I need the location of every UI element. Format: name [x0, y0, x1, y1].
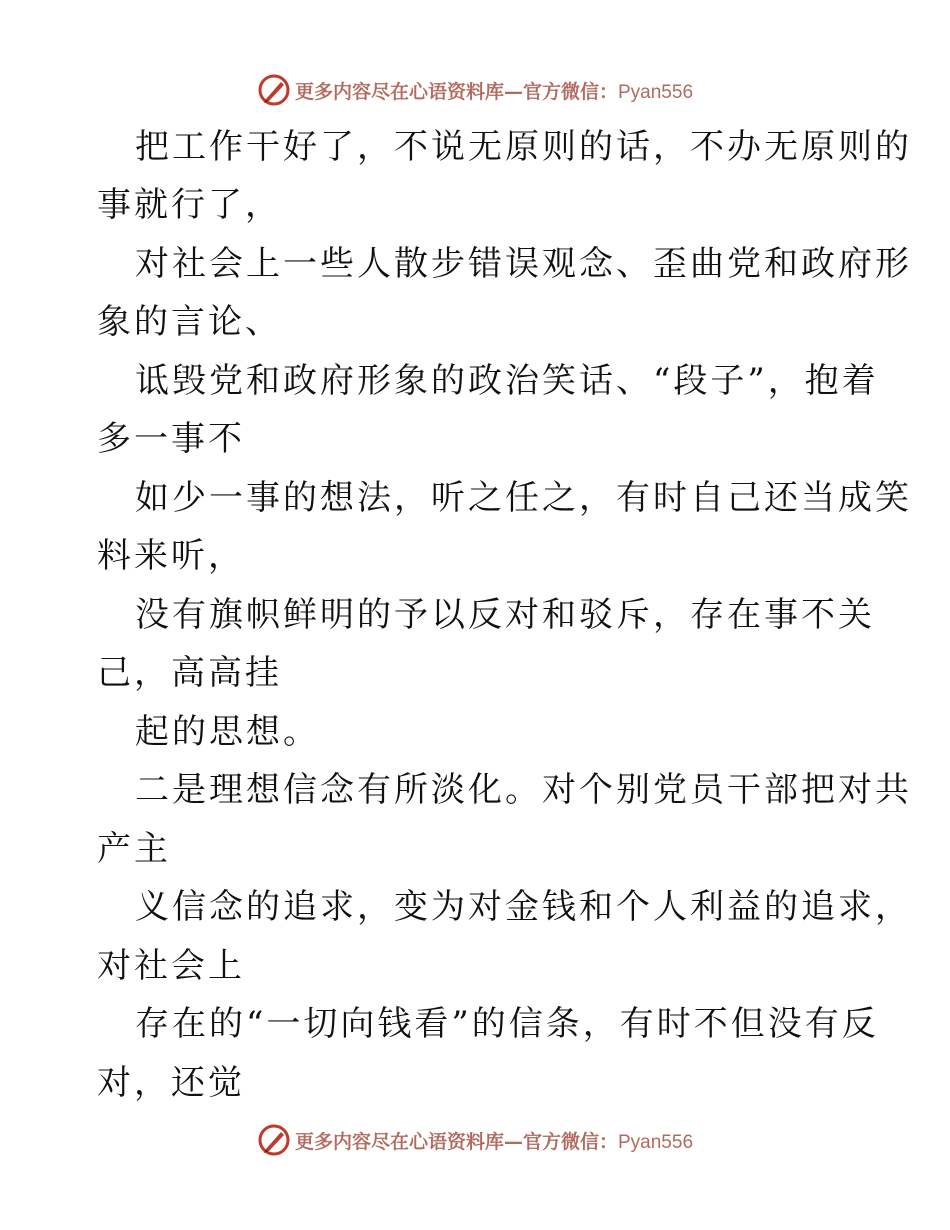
body-line: 产主 [97, 829, 171, 869]
header-wechat-label: 官方微信： [522, 80, 618, 103]
body-line: 象的言论、 [97, 302, 282, 342]
body-line: 对社会上 [97, 946, 245, 986]
header-banner-text [295, 77, 693, 104]
header-wechat-id: Pyan556 [618, 81, 694, 103]
body-line: 没有旗帜鲜明的予以反对和驳斥，存在事不关 [135, 595, 875, 635]
body-line: 事就行了， [97, 185, 282, 225]
footer-banner [0, 1120, 950, 1160]
body-line: 如少一事的想法，听之任之，有时自己还当成笑 [135, 478, 912, 518]
header-banner [0, 70, 950, 110]
body-line: 对社会上一些人散步错误观念、歪曲党和政府形 [135, 244, 912, 284]
body-line: 对，还觉 [97, 1063, 245, 1103]
body-line: 己，高高挂 [97, 653, 282, 693]
body-line: 起的思想。 [135, 712, 320, 752]
body-line: 诋毁党和政府形象的政治笑话、“段子”，抱着 [135, 361, 879, 401]
pen-logo-icon [257, 1123, 291, 1157]
body-line: 义信念的追求，变为对金钱和个人利益的追求， [135, 887, 912, 927]
footer-site-text: 更多内容尽在心语资料库— [294, 1130, 523, 1153]
body-line: 料来听， [97, 536, 245, 576]
body-line: 多一事不 [97, 419, 245, 459]
header-site-text: 更多内容尽在心语资料库— [294, 80, 523, 103]
body-line: 把工作干好了，不说无原则的话，不办无原则的 [135, 127, 912, 167]
body-line: 二是理想信念有所淡化。对个别党员干部把对共 [135, 770, 912, 810]
body-line: 存在的“一切向钱看”的信条，有时不但没有反 [135, 1004, 879, 1044]
footer-wechat-id: Pyan556 [618, 1131, 694, 1153]
footer-wechat-label: 官方微信： [522, 1130, 618, 1153]
pen-logo-icon [257, 73, 291, 107]
footer-banner-text [295, 1127, 693, 1154]
